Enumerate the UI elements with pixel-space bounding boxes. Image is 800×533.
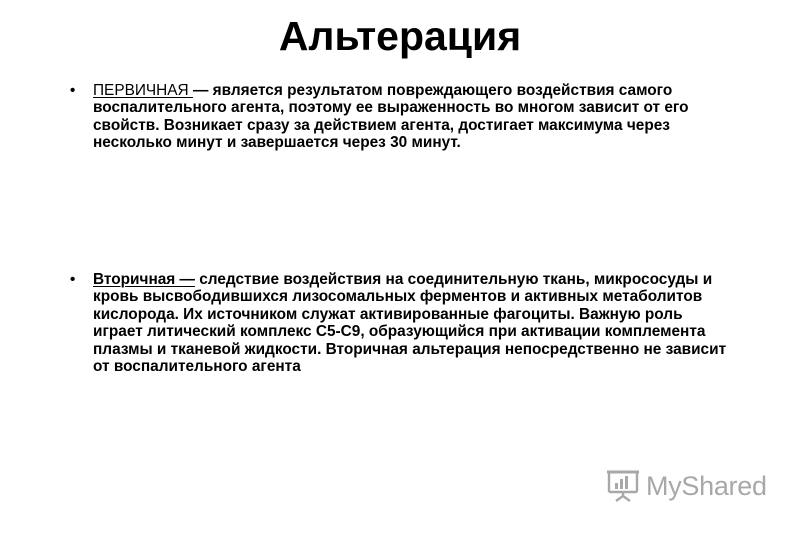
bullet-secondary-text xyxy=(93,271,730,375)
slide-title: Альтерация xyxy=(278,13,522,59)
bullet-marker: • xyxy=(70,82,76,99)
bullet-primary-body: — является результатом повреждающего воздействия самого воспалительного агента, поэтому ее выраженность во многом зависит от его свойств. Возникает сразу за действием агента, достигает максимума через несколько минут и завершается через 30 минут. xyxy=(93,82,689,152)
bullet-primary-lead: ПЕРВИЧНАЯ xyxy=(93,82,193,99)
bullet-secondary-body: следствие воздействия на соединительную ткань, микрососуды и кровь высвободившихся лизосомальных ферментов и активных метаболитов кислорода. Их источником служат активированные фагоциты. Важную роль играет литический комплекс С5-С9, образующийся при активации комплемента плазмы и тканевой жидкости. Вторичная альтерация непосредственно не зависит от воспалительного агента xyxy=(93,271,727,376)
bullet-secondary-lead: Вторичная — xyxy=(93,271,195,288)
watermark-text: MyShared xyxy=(646,470,767,501)
bullet-primary xyxy=(70,82,730,152)
bullet-primary-text xyxy=(93,82,730,152)
bullet-marker: • xyxy=(70,271,76,288)
watermark xyxy=(606,468,767,504)
bullet-secondary xyxy=(70,271,730,375)
presentation-board-icon xyxy=(606,469,640,503)
